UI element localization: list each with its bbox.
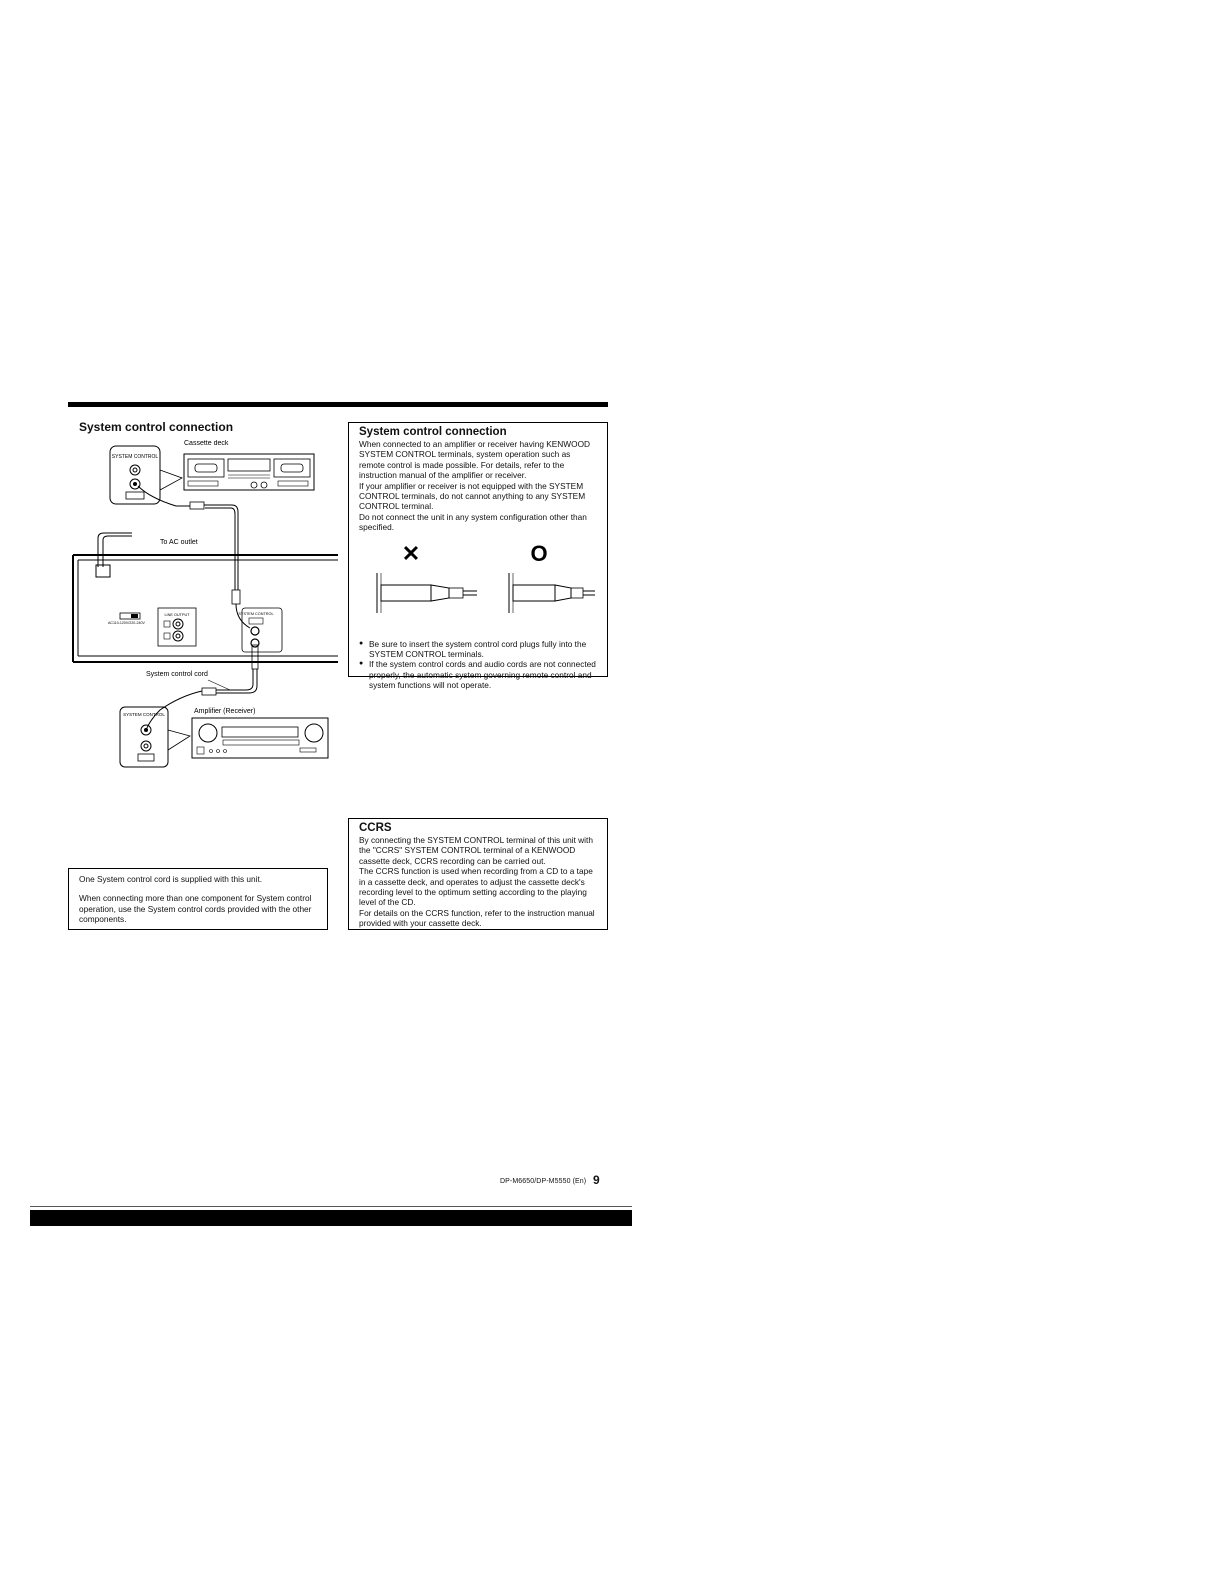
- info-paragraph: If your amplifier or receiver is not equipped with the SYSTEM CONTROL terminals, do not cannot anything to any SYSTEM CONTROL terminal.: [359, 480, 586, 512]
- note-paragraph: When connecting more than one component for System control operation, use the System control cords provided with the other components.: [79, 893, 312, 925]
- cord-note-box: [68, 868, 328, 930]
- amplifier-terminal-callout: [120, 707, 190, 767]
- connection-diagram: [68, 440, 338, 775]
- plug-insertion-svg: [359, 539, 599, 635]
- footer-rule: [30, 1206, 632, 1207]
- top-rule: [68, 402, 608, 407]
- info-bullets: [359, 639, 597, 691]
- cassette-terminal-callout: [110, 446, 182, 504]
- wrong-plug-icon: [377, 573, 477, 613]
- ccrs-paragraph: By connecting the SYSTEM CONTROL terminal of this unit with the "CCRS" SYSTEM CONTROL terminal of a KENWOOD cassette deck, CCRS recording can be carried out.: [359, 835, 593, 866]
- cassette-deck-illustration: [184, 454, 314, 490]
- right-mark: O: [530, 540, 548, 566]
- bullet-item: ● If the system control cords and audio cords are not connected properly, the automatic system governing remote control and system functions will not operate.: [359, 659, 597, 690]
- amplifier-label: Amplifier (Receiver): [194, 708, 256, 715]
- ccrs-info-box: [348, 818, 608, 930]
- footer-model: DP-M6650/DP-M5550 (En): [500, 1178, 587, 1185]
- ccrs-paragraph: For details on the CCRS function, refer to the instruction manual provided with your cassette deck.: [359, 907, 595, 929]
- amplifier-system-control-label: SYSTEM CONTROL: [123, 712, 165, 717]
- unit-rear-panel: [73, 555, 338, 662]
- connection-diagram-svg: [68, 440, 338, 775]
- info-paragraph: When connected to an amplifier or receiver having KENWOOD SYSTEM CONTROL terminals, system operation such as remote control is made possible. For details, refer to the instruction manual of the amplifier or receiver.: [359, 439, 591, 481]
- system-control-info-box: [348, 422, 608, 691]
- section-title: System control connection: [79, 420, 234, 434]
- ac-outlet-label: To AC outlet: [160, 539, 198, 546]
- wrong-mark: ✕: [401, 540, 421, 566]
- plug-insertion-illustration: [359, 539, 597, 639]
- ccrs-paragraph: The CCRS function is used when recording from a CD to a tape in a cassette deck, and operates to adjust the cassette deck's recording level to the optimum setting according to the playing level of the CD.: [359, 866, 593, 908]
- cassette-system-control-label: SYSTEM CONTROL: [111, 454, 159, 460]
- bullet-item: ● Be sure to insert the system control cord plugs fully into the SYSTEM CONTROL terminals.: [359, 639, 597, 660]
- right-plug-icon: [509, 573, 595, 613]
- info-box-title: System control connection: [359, 426, 507, 438]
- amplifier-illustration: [192, 718, 328, 758]
- line-output-label: LINE OUTPUT: [164, 613, 190, 617]
- ccrs-title: CCRS: [359, 822, 392, 834]
- voltage-selector-label: AC110-120V/220-240V: [108, 621, 145, 625]
- page-number: 9: [593, 1173, 600, 1187]
- info-paragraph: Do not connect the unit in any system configuration other than specified.: [359, 511, 587, 533]
- note-paragraph: One System control cord is supplied with this unit.: [79, 874, 263, 884]
- system-control-cord-label: System control cord: [146, 671, 208, 678]
- unit-system-control-label: SYSTEM CONTROL: [238, 612, 274, 616]
- cassette-deck-label: Cassette deck: [184, 440, 229, 447]
- bottom-bar: [30, 1210, 632, 1226]
